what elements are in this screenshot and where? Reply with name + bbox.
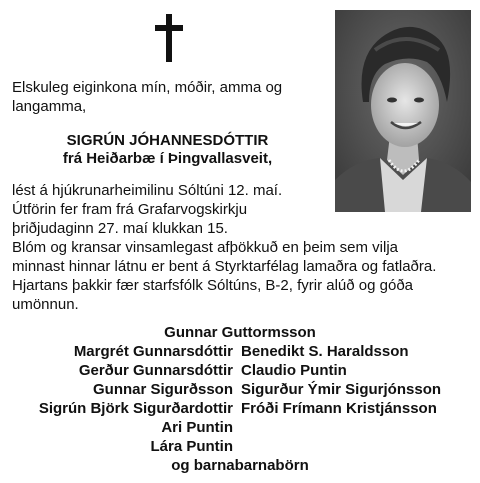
details-line: þriðjudaginn 27. maí klukkan 15. — [12, 220, 228, 237]
details-line: umönnun. — [12, 296, 79, 313]
deceased-origin: frá Heiðarbæ í Þingvallasveit, — [62, 150, 273, 167]
signer-single: Ari Puntin — [161, 419, 233, 436]
cross-icon — [151, 14, 187, 62]
signer-head: Gunnar Guttormsson — [164, 324, 316, 341]
signer-left: Gerður Gunnarsdóttir — [78, 362, 233, 379]
signer-left: Sigrún Björk Sigurðardottir — [38, 400, 233, 417]
signer-single: Lára Puntin — [150, 438, 233, 455]
intro-text — [12, 78, 312, 116]
signer-left: Margrét Gunnarsdóttir — [73, 343, 233, 360]
signer-row — [0, 361, 480, 380]
signer-row — [0, 418, 480, 437]
signer-right: Sigurður Ýmir Sigurjónsson — [241, 381, 442, 398]
details-line: Hjartans þakkir fær starfsfólk Sóltúns, B-2, fyrir alúð og góða — [12, 277, 414, 294]
signer-row — [0, 380, 480, 399]
details-line: lést á hjúkrunarheimilinu Sóltúni 12. maí. — [12, 182, 283, 199]
signer-right: Fróði Frímann Kristjánsson — [241, 400, 437, 417]
portrait-photo — [335, 10, 471, 212]
signer-right: Claudio Puntin — [241, 362, 347, 379]
signer-row — [0, 323, 480, 342]
deceased-name: SIGRÚN JÓHANNESDÓTTIR — [66, 132, 269, 149]
signer-row — [0, 399, 480, 418]
signers-list — [0, 323, 480, 475]
signer-closing: og barnabarnabörn — [171, 457, 309, 474]
details-text-wide — [12, 238, 474, 314]
details-line: Útförin fer fram frá Grafarvogskirkju — [12, 201, 248, 218]
signer-row — [0, 342, 480, 361]
deceased-block — [0, 132, 335, 168]
signer-left: Gunnar Sigurðsson — [92, 381, 233, 398]
signer-row — [0, 437, 480, 456]
signer-row — [0, 456, 480, 475]
details-line: Blóm og kransar vinsamlegast afþökkuð en þeim sem vilja — [12, 239, 399, 256]
intro-line: Elskuleg eiginkona mín, móðir, amma og — [12, 79, 283, 96]
details-text — [12, 181, 332, 238]
intro-line: langamma, — [12, 98, 87, 115]
details-line: minnast hinnar látnu er bent á Styrktarfélag lamaðra og fatlaðra. — [12, 258, 437, 275]
signer-right: Benedikt S. Haraldsson — [241, 343, 409, 360]
